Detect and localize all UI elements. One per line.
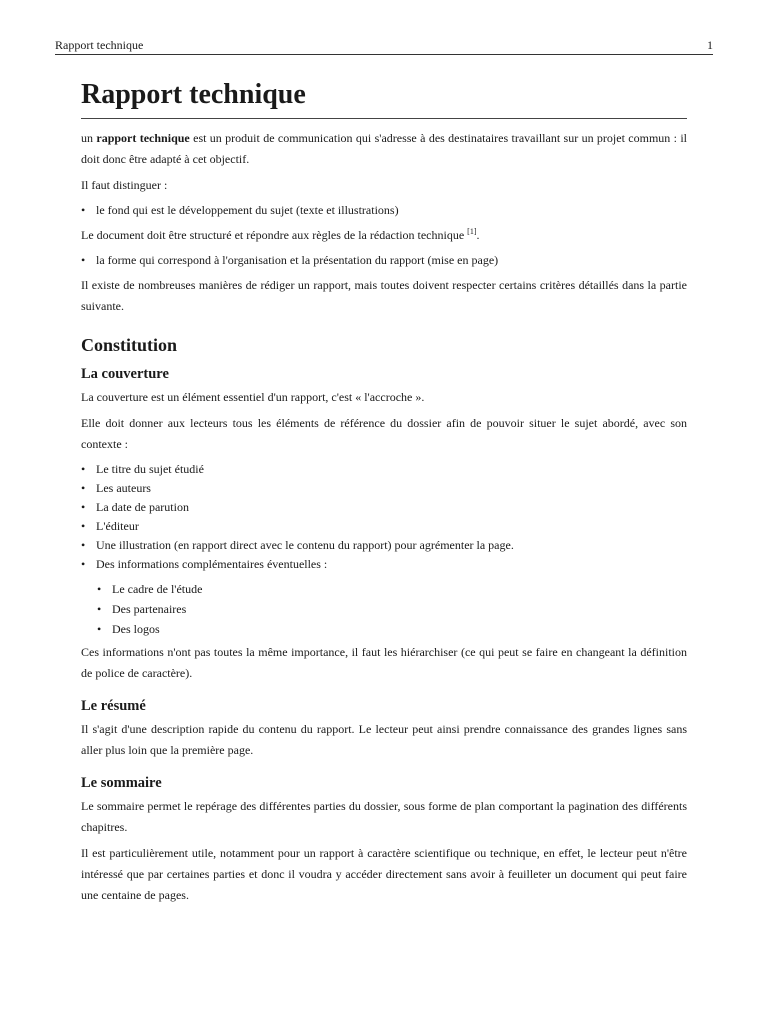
list-item: • Des informations complémentaires éventuelles : bbox=[81, 555, 687, 574]
article-title: Rapport technique bbox=[81, 78, 687, 119]
paragraph: Il s'agit d'une description rapide du contenu du rapport. Le lecteur peut ainsi prendre connaissance des grandes lignes sans aller plus loin que la première page. bbox=[81, 722, 687, 757]
paragraph: Il existe de nombreuses manières de rédiger un rapport, mais toutes doivent respecter certains critères détaillés dans la partie suivante. bbox=[81, 278, 687, 313]
intro-text: est un produit de communication qui s'adresse à des destinataires travaillant sur un projet commun : il doit donc être adapté à cet objectif. bbox=[81, 131, 688, 166]
subsection-heading-resume: Le résumé bbox=[81, 698, 146, 714]
running-header bbox=[55, 38, 713, 55]
paragraph-with-reference bbox=[81, 225, 687, 246]
list-item: • Une illustration (en rapport direct avec le contenu du rapport) pour agrémenter la page. bbox=[81, 536, 687, 555]
list-item: • L'éditeur bbox=[81, 517, 687, 536]
subsection-heading-sommaire: Le sommaire bbox=[81, 775, 162, 791]
bullet-list bbox=[81, 460, 687, 574]
subsection-heading-couverture: La couverture bbox=[81, 366, 169, 382]
paragraph: Elle doit donner aux lecteurs tous les éléments de référence du dossier afin de pouvoir situer le sujet abordé, avec son contexte : bbox=[81, 416, 687, 451]
list-item: • Des logos bbox=[97, 619, 687, 639]
list-item: • Les auteurs bbox=[81, 479, 687, 498]
list-item: • Le titre du sujet étudié bbox=[81, 460, 687, 479]
nested-bullet-list bbox=[97, 579, 687, 639]
bold-term: rapport technique bbox=[96, 131, 190, 145]
list-item: • la forme qui correspond à l'organisation et la présentation du rapport (mise en page) bbox=[81, 251, 687, 270]
paragraph-text: . bbox=[476, 228, 480, 242]
bullet-list bbox=[81, 251, 687, 270]
paragraph: Le sommaire permet le repérage des différentes parties du dossier, sous forme de plan comportant la pagination des différents chapitres. bbox=[81, 799, 687, 834]
page-number: 1 bbox=[707, 38, 713, 52]
bullet-list bbox=[81, 201, 687, 220]
paragraph: La couverture est un élément essentiel d'un rapport, c'est « l'accroche ». bbox=[81, 390, 425, 404]
section-heading-constitution: Constitution bbox=[81, 335, 178, 355]
article-body bbox=[81, 78, 687, 911]
intro-text: un bbox=[81, 131, 97, 145]
list-item: • Des partenaires bbox=[97, 599, 687, 619]
paragraph: Il est particulièrement utile, notamment pour un rapport à caractère scientifique ou technique, en effet, le lecteur peut n'être intéressé que par certaines parties et donc il voudra y accéder directement sans avoir à feuilleter un document qui peut faire une centaine de pages. bbox=[81, 846, 687, 902]
list-item: • Le cadre de l'étude bbox=[97, 579, 687, 599]
paragraph: Il faut distinguer : bbox=[81, 178, 168, 192]
running-header-title: Rapport technique bbox=[55, 38, 144, 52]
list-item: • le fond qui est le développement du sujet (texte et illustrations) bbox=[81, 201, 687, 220]
paragraph: Ces informations n'ont pas toutes la même importance, il faut les hiérarchiser (ce qui peut se faire en changeant la définition de police de caractère). bbox=[81, 645, 687, 680]
list-item: • La date de parution bbox=[81, 498, 687, 517]
footnote-reference-link[interactable]: [1] bbox=[467, 227, 477, 236]
intro-paragraph bbox=[81, 128, 687, 170]
paragraph-text: Le document doit être structuré et répondre aux règles de la rédaction technique bbox=[81, 228, 468, 242]
